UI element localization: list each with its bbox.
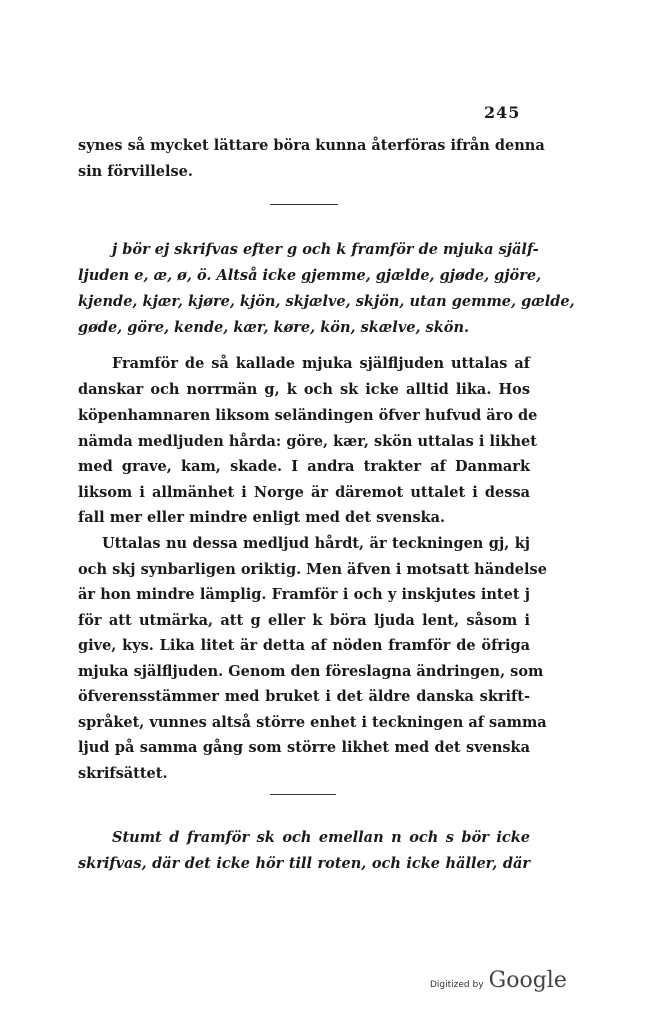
section-heading-line: gøde, göre, kende, kær, køre, kön, skælve, skön.: [78, 319, 470, 336]
body-line: öfverensstämmer med bruket i det äldre danska skrift-: [78, 688, 530, 705]
body-line: danskar och norrmän g, k och sk icke alltid lika. Hos: [78, 381, 530, 398]
text-line: sin förvillelse.: [78, 163, 193, 180]
section-divider: [270, 204, 338, 205]
digitized-by-google-watermark: [430, 968, 567, 993]
body-line: språket, vunnes altså större enhet i teckningen af samma: [78, 714, 547, 731]
body-line: med grave, kam, skade. I andra trakter af Danmark: [78, 458, 530, 475]
body-line: Framför de så kallade mjuka själfljuden uttalas af: [112, 355, 530, 372]
body-line: liksom i allmänhet i Norge är däremot uttalet i dessa: [78, 484, 530, 501]
section-heading-line: kjende, kjær, kjøre, kjön, skjælve, skjön, utan gemme, gælde,: [78, 293, 575, 310]
body-line: mjuka själfljuden. Genom den föreslagna ändringen, som: [78, 663, 544, 680]
body-line: köpenhamnaren liksom seländingen öfver hufvud äro de: [78, 407, 538, 424]
body-line: och skj synbarligen oriktig. Men äfven i motsatt händelse: [78, 561, 547, 578]
body-line: är hon mindre lämplig. Framför i och y inskjutes intet j: [78, 586, 530, 603]
google-logo: Google: [488, 968, 567, 993]
body-line: Uttalas nu dessa medljud hårdt, är teckningen gj, kj: [102, 535, 530, 552]
section-divider: [270, 794, 336, 795]
watermark-prefix: Digitized by: [430, 980, 484, 990]
body-line: fall mer eller mindre enligt med det svenska.: [78, 509, 446, 526]
page-number: 245: [484, 103, 521, 122]
section-heading-line: j bör ej skrifvas efter g och k framför de mjuka själf-: [112, 241, 539, 258]
text-line: synes så mycket lättare böra kunna återföras ifrån denna: [78, 137, 545, 154]
section-heading-line: Stumt d framför sk och emellan n och s bör icke: [112, 829, 530, 846]
body-line: give, kys. Lika litet är detta af nöden framför de öfriga: [78, 637, 530, 654]
section-heading-line: ljuden e, æ, ø, ö. Altså icke gjemme, gjælde, gjøde, gjöre,: [78, 267, 542, 284]
body-line: skrifsättet.: [78, 765, 168, 782]
body-line: för att utmärka, att g eller k böra ljuda lent, såsom i: [78, 612, 530, 629]
body-line: nämda medljuden hårda: göre, kær, skön uttalas i likhet: [78, 433, 537, 450]
section-heading-line: skrifvas, där det icke hör till roten, och icke häller, där: [78, 855, 530, 872]
body-line: ljud på samma gång som större likhet med det svenska: [78, 739, 530, 756]
